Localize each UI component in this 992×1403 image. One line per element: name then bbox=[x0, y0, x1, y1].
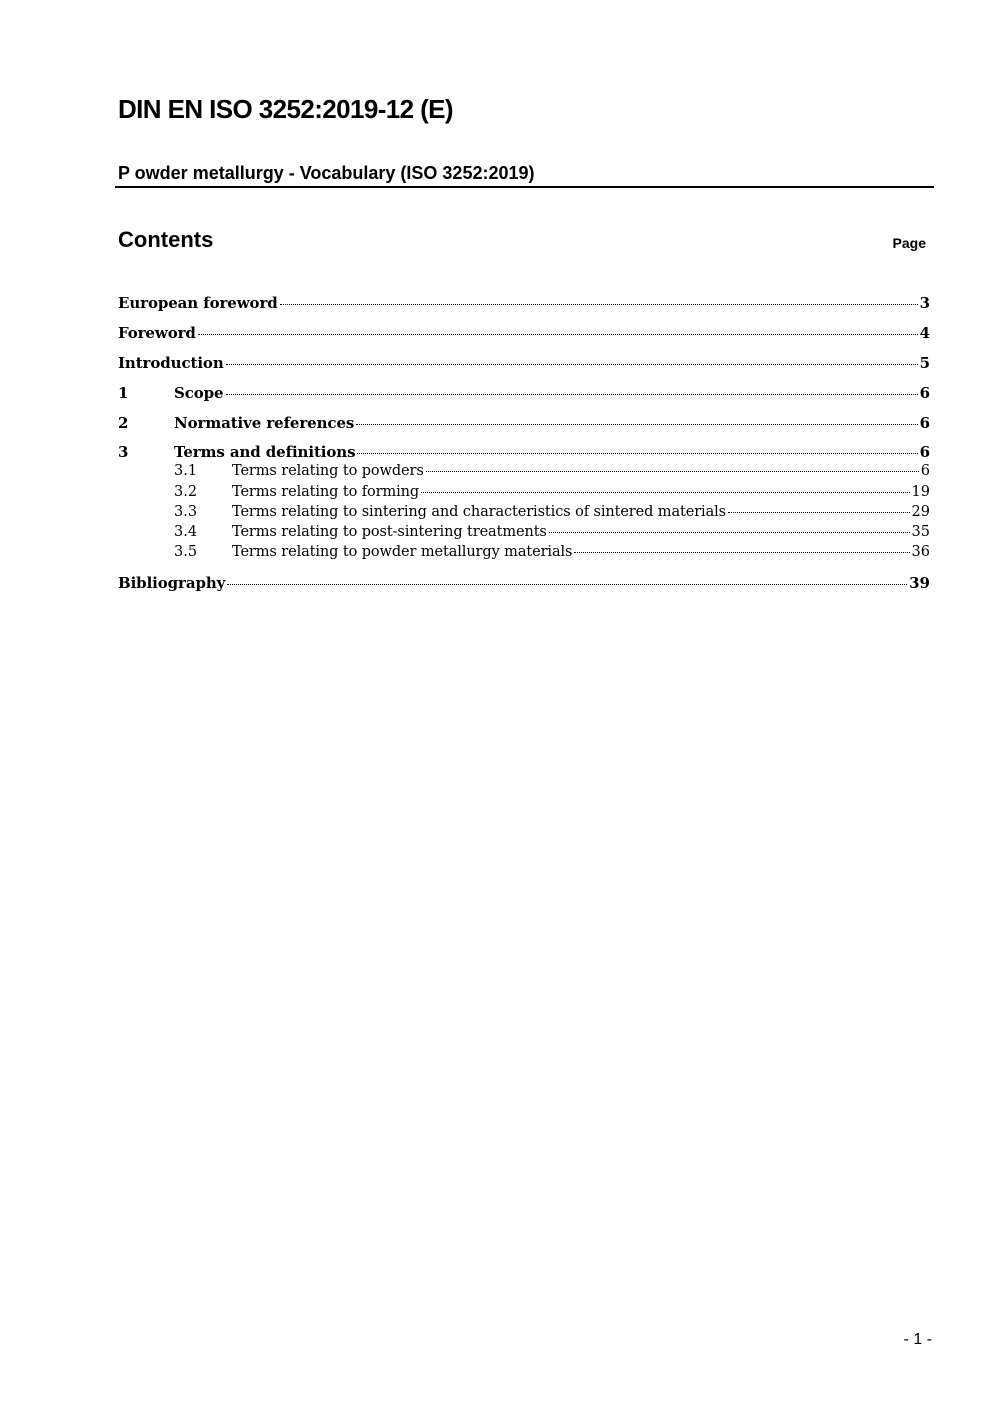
toc-entry-label: Terms relating to post-sintering treatments bbox=[232, 524, 547, 540]
toc-entry-page: 6 bbox=[919, 443, 930, 461]
toc-entry-label: Terms relating to forming bbox=[232, 484, 420, 500]
toc-entry-european-foreword[interactable] bbox=[118, 294, 930, 314]
toc-entry-number: 3.1 bbox=[174, 463, 198, 479]
toc-dot-leader bbox=[357, 453, 917, 454]
toc-dot-leader bbox=[280, 304, 918, 305]
toc-entry-number: 3.4 bbox=[174, 524, 198, 540]
toc-entry-label: European foreword bbox=[118, 294, 278, 312]
toc-entry-number: 3 bbox=[118, 443, 129, 461]
toc-entry-3-2[interactable] bbox=[118, 484, 930, 504]
toc-entry-3-3[interactable] bbox=[118, 504, 930, 524]
toc-entry-page: 19 bbox=[911, 484, 930, 500]
document-title: DIN EN ISO 3252:2019-12 (E) bbox=[118, 94, 453, 124]
toc-entry-label: Terms relating to powders bbox=[232, 463, 424, 479]
toc-entry-page: 4 bbox=[919, 324, 930, 342]
toc-entry-number: 1 bbox=[118, 384, 129, 402]
toc-entry-3-1[interactable] bbox=[118, 463, 930, 483]
toc-entry-3-5[interactable] bbox=[118, 544, 930, 564]
toc-entry-normative-references[interactable] bbox=[118, 414, 930, 434]
footer-page-number: - 1 - bbox=[903, 1331, 932, 1348]
toc-dot-leader bbox=[226, 364, 918, 365]
toc-dot-leader bbox=[421, 492, 909, 493]
toc-entry-label: Foreword bbox=[118, 324, 196, 342]
toc-entry-label: Scope bbox=[174, 384, 224, 402]
toc-dot-leader bbox=[426, 471, 919, 472]
toc-entry-page: 6 bbox=[919, 384, 930, 402]
document-subtitle: P owder metallurgy - Vocabulary (ISO 3252:2019) bbox=[118, 163, 535, 183]
toc-entry-bibliography[interactable] bbox=[118, 574, 930, 594]
toc-entry-page: 39 bbox=[909, 574, 930, 592]
toc-entry-number: 2 bbox=[118, 414, 129, 432]
toc-entry-label: Introduction bbox=[118, 354, 224, 372]
toc-entry-label: Terms relating to sintering and characteristics of sintered materials bbox=[232, 504, 726, 520]
toc-entry-page: 6 bbox=[920, 463, 930, 479]
toc-entry-foreword[interactable] bbox=[118, 324, 930, 344]
page-column-label: Page bbox=[892, 235, 926, 251]
toc-entry-label: Normative references bbox=[174, 414, 355, 432]
toc-entry-scope[interactable] bbox=[118, 384, 930, 404]
toc-dot-leader bbox=[227, 584, 907, 585]
toc-entry-label: Bibliography bbox=[118, 574, 226, 592]
toc-entry-page: 5 bbox=[919, 354, 930, 372]
toc-entry-page: 36 bbox=[911, 544, 930, 560]
toc-entry-label: Terms and definitions bbox=[174, 443, 356, 461]
toc-entry-page: 29 bbox=[911, 504, 930, 520]
toc-entry-page: 3 bbox=[919, 294, 930, 312]
toc-dot-leader bbox=[198, 334, 918, 335]
toc-entry-page: 6 bbox=[919, 414, 930, 432]
toc-entry-page: 35 bbox=[911, 524, 930, 540]
toc-entry-terms-and-definitions[interactable] bbox=[118, 443, 930, 463]
toc-entry-number: 3.2 bbox=[174, 484, 198, 500]
subtitle-divider bbox=[115, 186, 934, 188]
toc-entry-introduction[interactable] bbox=[118, 354, 930, 374]
toc-entry-label: Terms relating to powder metallurgy materials bbox=[232, 544, 573, 560]
toc-entry-number: 3.5 bbox=[174, 544, 198, 560]
toc-dot-leader bbox=[356, 424, 917, 425]
toc-dot-leader bbox=[549, 532, 910, 533]
toc-dot-leader bbox=[226, 394, 918, 395]
toc-entry-number: 3.3 bbox=[174, 504, 198, 520]
contents-heading: Contents bbox=[118, 227, 214, 252]
toc-entry-3-4[interactable] bbox=[118, 524, 930, 544]
toc-dot-leader bbox=[574, 552, 909, 553]
toc-dot-leader bbox=[728, 512, 910, 513]
